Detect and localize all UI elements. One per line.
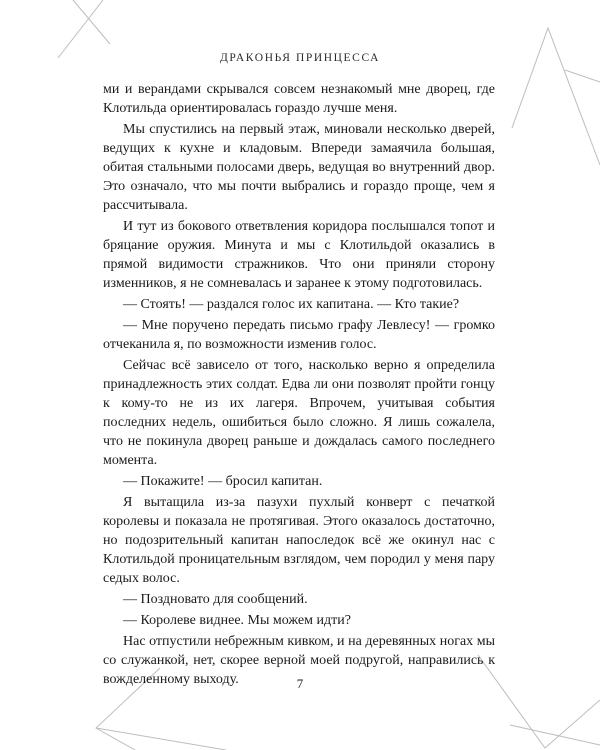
paragraph: Мы спустились на первый этаж, миновали несколько дверей, ведущих к кухне и кладовым. Впереди замаячила большая, обитая стальными полосами дверь, ведущая во внутренний двор. Это означало, что мы почти выбрались и гораздо проще, чем я рассчитывала. (103, 122, 495, 213)
page-body (103, 80, 495, 691)
dialogue-line: — Стоять! — раздался голос их капитана. — Кто такие? (123, 297, 460, 312)
paragraph: ми и верандами скрывался совсем незнакомый мне дворец, где Клотильда ориентировалась гораздо лучше меня. (103, 82, 495, 116)
page-number: 7 (296, 676, 304, 691)
paragraph: Нас отпустили небрежным кивком, и на деревянных ногах мы со служанкой, нет, скорее верной моей подругой, направились к вожделенному выходу. (103, 634, 495, 687)
dialogue-line: — Поздновато для сообщений. (123, 592, 308, 607)
dialogue-line: — Покажите! — бросил капитан. (123, 474, 323, 489)
dialogue-line: — Королеве виднее. Мы можем идти? (123, 613, 351, 628)
dialogue-line: — Мне поручено передать письмо графу Левлесу! — громко отчеканила я, по возможности изменив голос. (103, 318, 495, 352)
running-header: ДРАКОНЬЯ ПРИНЦЕССА (219, 52, 381, 64)
paragraph: Я вытащила из-за пазухи пухлый конверт с печаткой королевы и показала не протягивая. Этого оказалось достаточно, но подозрительный капитан напоследок всё же окинул нас с Клотильдой проницательным взглядом, чем породил у меня пару седых волос. (103, 495, 495, 586)
paragraph: Сейчас всё зависело от того, насколько верно я определила принадлежность этих солдат. Едва ли они позволят пройти гонцу к кому-то не из их лагеря. Впрочем, учитывая события последних недель, ошибиться было сложно. Я лишь сожалела, что не покинула дворец раньше и дождалась самого последнего момента. (103, 358, 495, 468)
paragraph: И тут из бокового ответвления коридора послышался топот и бряцание оружия. Минута и мы с Клотильдой оказались в прямой видимости стражников. Что они приняли сторону изменников, я не сомневалась и заранее к этому подготовилась. (103, 219, 495, 291)
